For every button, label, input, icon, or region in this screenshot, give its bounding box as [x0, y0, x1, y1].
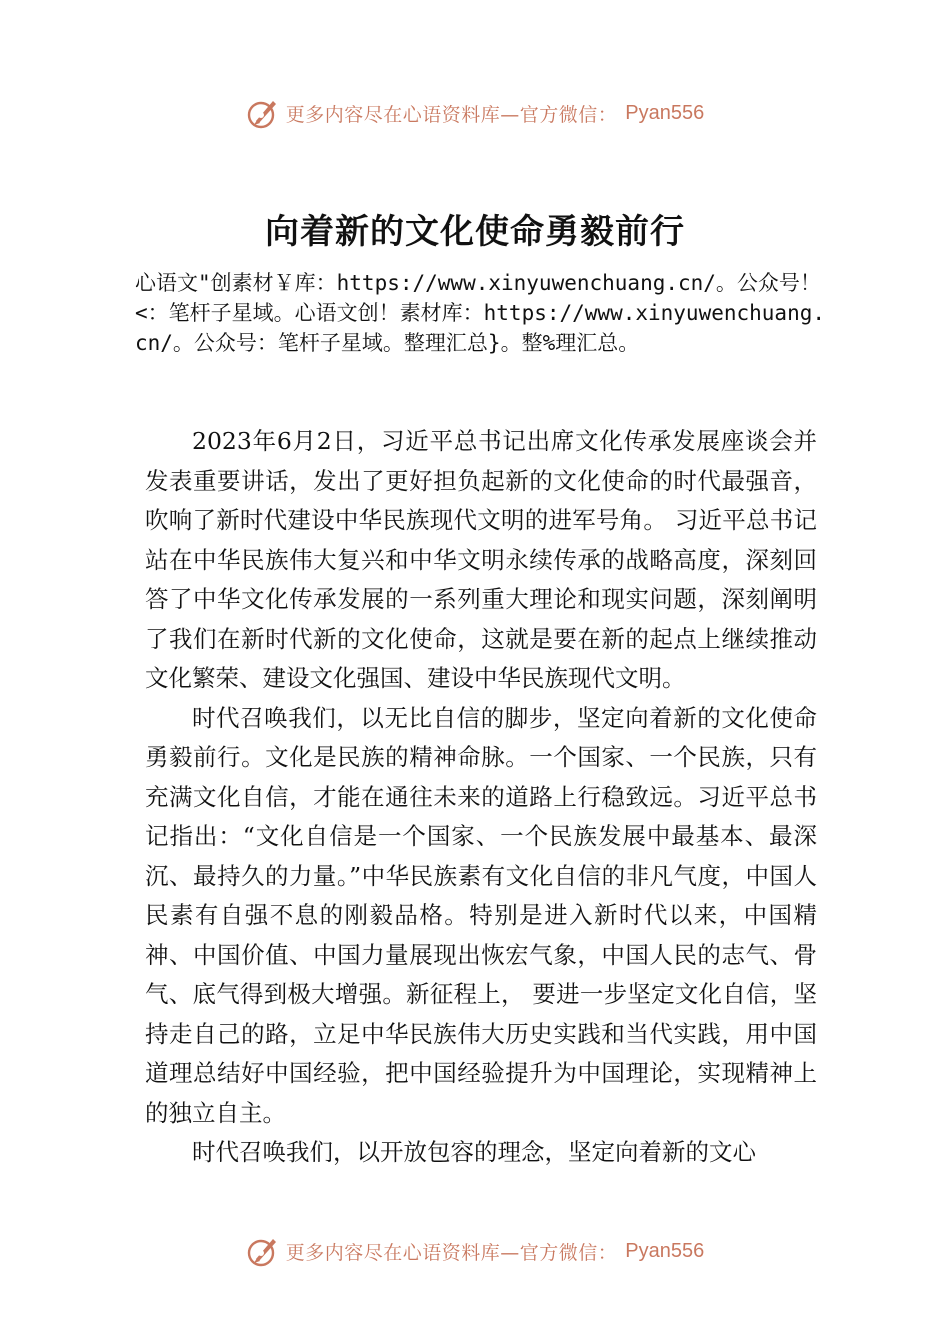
header-banner-wechat-id: Pyan556 [625, 101, 705, 124]
quill-pen-logo-icon [246, 1234, 280, 1268]
header-banner [0, 96, 950, 130]
paragraph-1: 2023年6月2日，习近平总书记出席文化传承发展座谈会并发表重要讲话，发出了更好担负起新的文化使命的时代最强音，吹响了新时代建设中华民族现代文明的进军号角。 习近平总书记站在中华民族伟大复兴和中华文明永续传承的战略高度，深刻回答了中华文化传承发展的一系列重大理论和现实问题，深刻阐明了我们在新时代新的文化使命，这就是要在新的起点上继续推动文化繁荣、建设文化强国、建设中华民族现代文明。 [145, 427, 817, 692]
source-notice: 心语文"创素材￥库：https://www.xinyuwenchuang.cn/。公众号！<：笔杆子星域。心语文创！素材库：https://www.xinyuwenchuang.cn/。公众号：笔杆子星域。整理汇总}。整%理汇总。 [135, 271, 826, 355]
footer-banner [0, 1234, 950, 1268]
page-title: 向着新的文化使命勇毅前行 [265, 212, 685, 252]
paragraph-2: 时代召唤我们，以无比自信的脚步，坚定向着新的文化使命勇毅前行。文化是民族的精神命脉。一个国家、一个民族，只有充满文化自信，才能在通往未来的道路上行稳致远。习近平总书记指出：“文化自信是一个国家、一个民族发展中最基本、最深沉、最持久的力量。”中华民族素有文化自信的非凡气度，中国人民素有自强不息的刚毅品格。特别是进入新时代以来，中国精神、中国价值、中国力量展现出恢宏气象，中国人民的志气、骨气、底气得到极大增强。新征程上， 要进一步坚定文化自信，坚持走自己的路，立足中华民族伟大历史实践和当代实践，用中国道理总结好中国经验，把中国经验提升为中国理论，实现精神上的独立自主。 [145, 703, 817, 1127]
header-banner-text: 更多内容尽在心语资料库—官方微信： [285, 103, 618, 126]
footer-banner-text: 更多内容尽在心语资料库—官方微信： [285, 1241, 618, 1264]
quill-pen-logo-icon [246, 96, 280, 130]
article-body [145, 422, 817, 1173]
footer-banner-wechat-id: Pyan556 [625, 1239, 705, 1262]
paragraph-3: 时代召唤我们，以开放包容的理念，坚定向着新的文心 [192, 1138, 756, 1166]
